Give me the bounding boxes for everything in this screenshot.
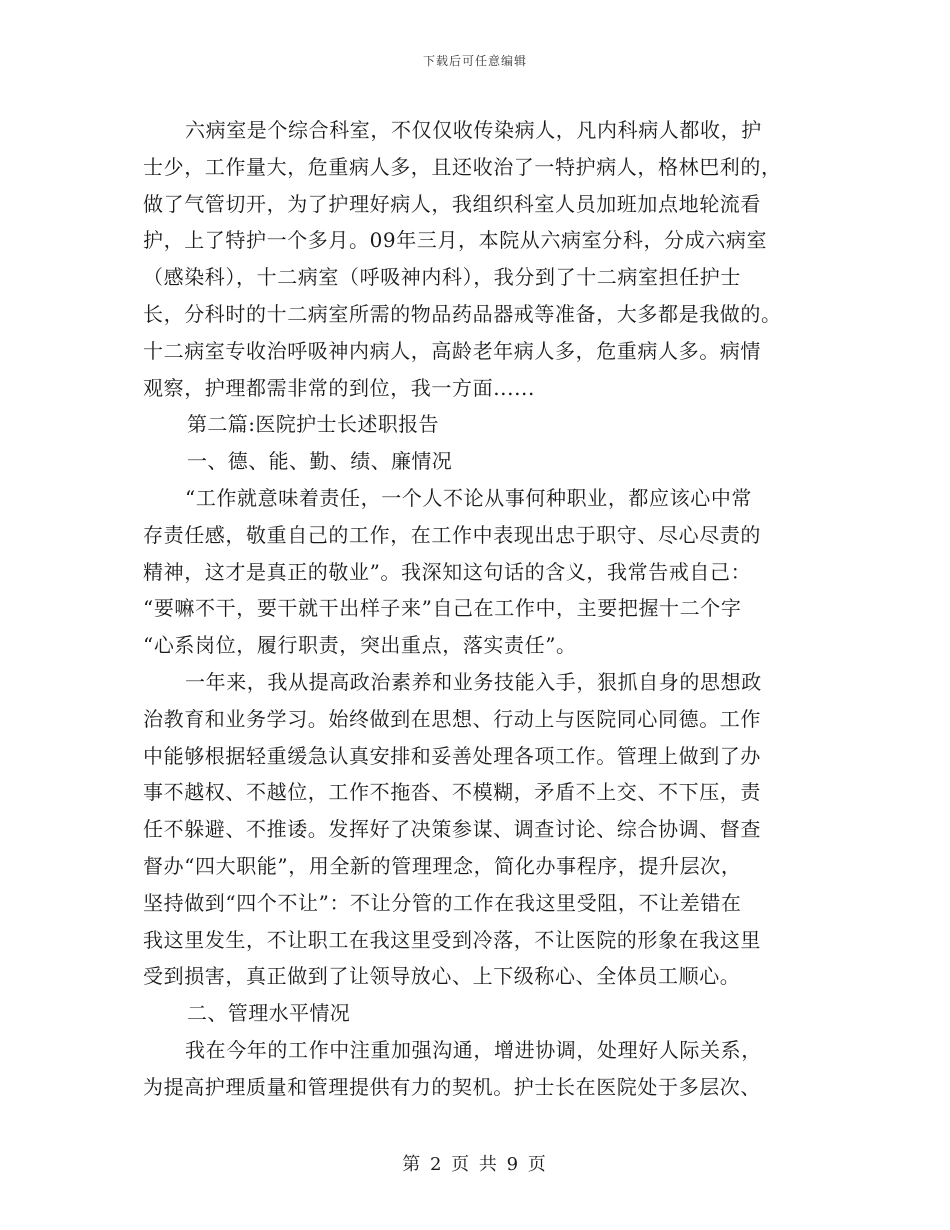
paragraph-line: 护，上了特护一个多月。09年三月，本院从六病室分科，分成六病室 <box>143 228 768 253</box>
paragraph-line: 六病室是个综合科室，不仅仅收传染病人，凡内科病人都收，护 <box>185 118 762 142</box>
paragraph-line: 治教育和业务学习。始终做到在思想、行动上与医院同心同德。工作 <box>143 706 761 731</box>
paragraph-line: 做了气管切开，为了护理好病人，我组织科室人员加班加点地轮流看 <box>143 191 761 216</box>
paragraph-line: 精神，这才是真正的敬业”。我深知这句话的含义，我常告戒自己： <box>143 559 752 584</box>
paragraph-line: 观察，护理都需非常的到位，我一方面...... <box>143 375 535 400</box>
paragraph-line: 受到损害，真正做到了让领导放心、上下级称心、全体员工顺心。 <box>143 964 741 989</box>
document-body <box>143 112 803 1106</box>
paragraph-line: 为提高护理质量和管理提供有力的契机。护士长在医院处于多层次、 <box>143 1074 761 1099</box>
paragraph-line: “心系岗位，履行职责，突出重点，落实责任”。 <box>143 633 577 658</box>
paragraph-line: 存责任感，敬重自己的工作，在工作中表现出忠于职守、尽心尽责的 <box>143 522 761 547</box>
section-heading: 二、管理水平情况 <box>187 1001 351 1026</box>
page-number: 第 2 页 共 9 页 <box>402 1154 548 1175</box>
page-header: 下载后可任意编辑 <box>422 54 527 68</box>
paragraph-line: 事不越权、不越位，工作不拖沓、不模糊，矛盾不上交、不下压，责 <box>143 780 761 805</box>
paragraph-line: （感染科），十二病室（呼吸神内科），我分到了十二病室担任护士 <box>143 265 741 290</box>
paragraph-line: 督办“四大职能”，用全新的管理理念，简化办事程序，提升层次， <box>143 853 742 878</box>
paragraph-line: 中能够根据轻重缓急认真安排和妥善处理各项工作。管理上做到了办 <box>143 743 761 768</box>
paragraph-line: 一年来，我从提高政治素养和业务技能入手，狠抓自身的思想政 <box>185 669 762 694</box>
paragraph-line: “工作就意味着责任，一个人不论从事何种职业，都应该心中常 <box>185 485 753 510</box>
paragraph-line: 任不躲避、不推诿。发挥好了决策参谋、调查讨论、综合协调、督查 <box>143 817 761 842</box>
paragraph-line: 坚持做到“四个不让”：不让分管的工作在我这里受阻，不让差错在 <box>143 890 742 915</box>
section-heading: 一、德、能、勤、绩、廉情况 <box>187 449 453 474</box>
paragraph-line: 我在今年的工作中注重加强沟通，增进协调，处理好人际关系， <box>185 1037 762 1062</box>
section-title: 第二篇:医院护士长述职报告 <box>187 412 439 437</box>
paragraph-line: 士少，工作量大，危重病人多，且还收治了一特护病人，格林巴利的， <box>143 154 782 179</box>
paragraph-line: 长，分科时的十二病室所需的物品药品器戒等准备，大多都是我做的。 <box>143 301 782 326</box>
paragraph-line: 十二病室专收治呼吸神内病人，高龄老年病人多，危重病人多。病情 <box>143 338 761 363</box>
paragraph-line: 我这里发生，不让职工在我这里受到冷落，不让医院的形象在我这里 <box>143 927 761 952</box>
paragraph-line: “要嘛不干，要干就干出样子来”自己在工作中，主要把握十二个字 <box>143 596 742 621</box>
